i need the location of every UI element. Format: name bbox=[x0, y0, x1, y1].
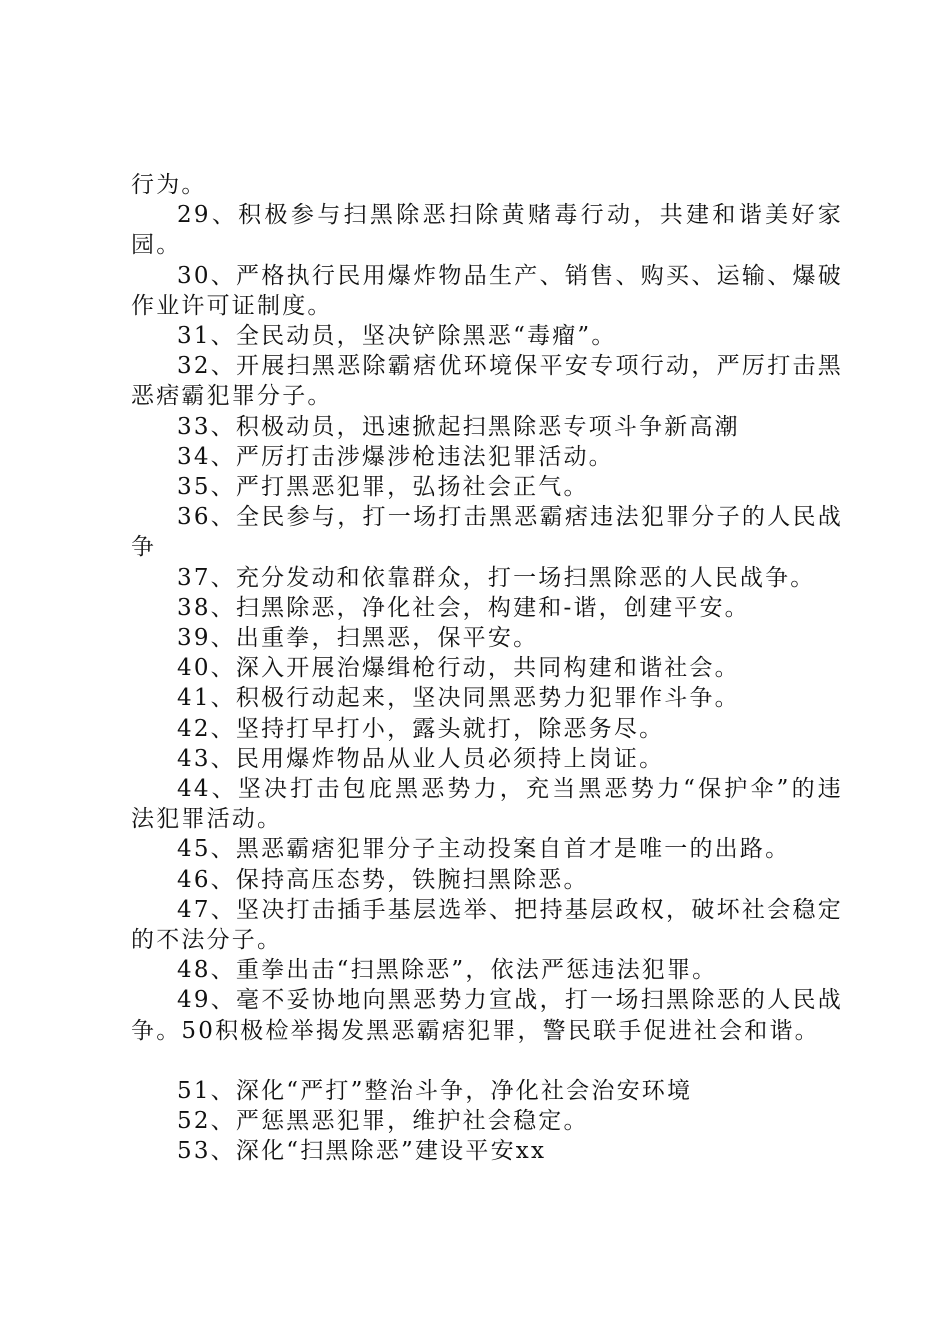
slogan-39: 39、出重拳，扫黑恶，保平安。 bbox=[177, 625, 539, 652]
slogan-53: 53、深化“扫黑除恶”建设平安xx bbox=[177, 1138, 547, 1165]
slogan-47: 47、坚决打击插手基层选举、把持基层政权，破坏社会稳定的不法分子。 bbox=[131, 896, 843, 954]
slogan-45: 45、黑恶霸痞犯罪分子主动投案自首才是唯一的出路。 bbox=[177, 836, 791, 863]
slogan-51: 51、深化“严打”整治斗争，净化社会治安环境 bbox=[177, 1077, 693, 1104]
slogan-33: 33、积极动员，迅速掀起扫黑除恶专项斗争新高潮 bbox=[177, 413, 740, 440]
slogan-48: 48、重拳出击“扫黑除恶”，依法严惩违法犯罪。 bbox=[177, 957, 718, 984]
slogan-29: 29、积极参与扫黑除恶扫除黄赌毒行动，共建和谐美好家园。 bbox=[131, 202, 843, 259]
slogan-32: 32、开展扫黑恶除霸痞优环境保平安专项行动，严厉打击黑恶痞霸犯罪分子。 bbox=[131, 353, 843, 410]
slogan-49-50: 49、毫不妥协地向黑恶势力宣战，打一场扫黑除恶的人民战争。50积极检举揭发黑恶霸痞犯罪，警民联手促进社会和谐。 bbox=[131, 987, 843, 1044]
slogan-37: 37、充分发动和依靠群众，打一场扫黑除恶的人民战争。 bbox=[177, 564, 816, 591]
slogan-36: 36、全民参与，打一场打击黑恶霸痞违法犯罪分子的人民战争 bbox=[131, 504, 843, 561]
slogan-52: 52、严惩黑恶犯罪，维护社会稳定。 bbox=[177, 1108, 589, 1135]
slogan-30: 30、严格执行民用爆炸物品生产、销售、购买、运输、爆破作业许可证制度。 bbox=[131, 262, 843, 319]
slogan-35: 35、严打黑恶犯罪，弘扬社会正气。 bbox=[177, 474, 589, 501]
slogan-43: 43、民用爆炸物品从业人员必须持上岗证。 bbox=[177, 745, 665, 772]
slogan-31: 31、全民动员，坚决铲除黑恶“毒瘤”。 bbox=[177, 323, 617, 350]
slogan-41: 41、积极行动起来，坚决同黑恶势力犯罪作斗争。 bbox=[177, 685, 740, 712]
paragraph-continuation: 行为。 bbox=[131, 172, 207, 198]
slogan-46: 46、保持高压态势，铁腕扫黑除恶。 bbox=[177, 866, 589, 893]
slogan-40: 40、深入开展治爆缉枪行动，共同构建和谐社会。 bbox=[177, 655, 740, 682]
paragraph-gap bbox=[131, 1046, 843, 1076]
slogan-34: 34、严厉打击涉爆涉枪违法犯罪活动。 bbox=[177, 443, 614, 470]
slogan-44: 44、坚决打击包庇黑恶势力，充当黑恶势力“保护伞”的违法犯罪活动。 bbox=[131, 776, 843, 833]
slogan-38: 38、扫黑除恶，净化社会，构建和-谐，创建平安。 bbox=[177, 594, 750, 621]
slogan-42: 42、坚持打早打小，露头就打，除恶务尽。 bbox=[177, 715, 665, 742]
document-body bbox=[131, 170, 843, 1167]
